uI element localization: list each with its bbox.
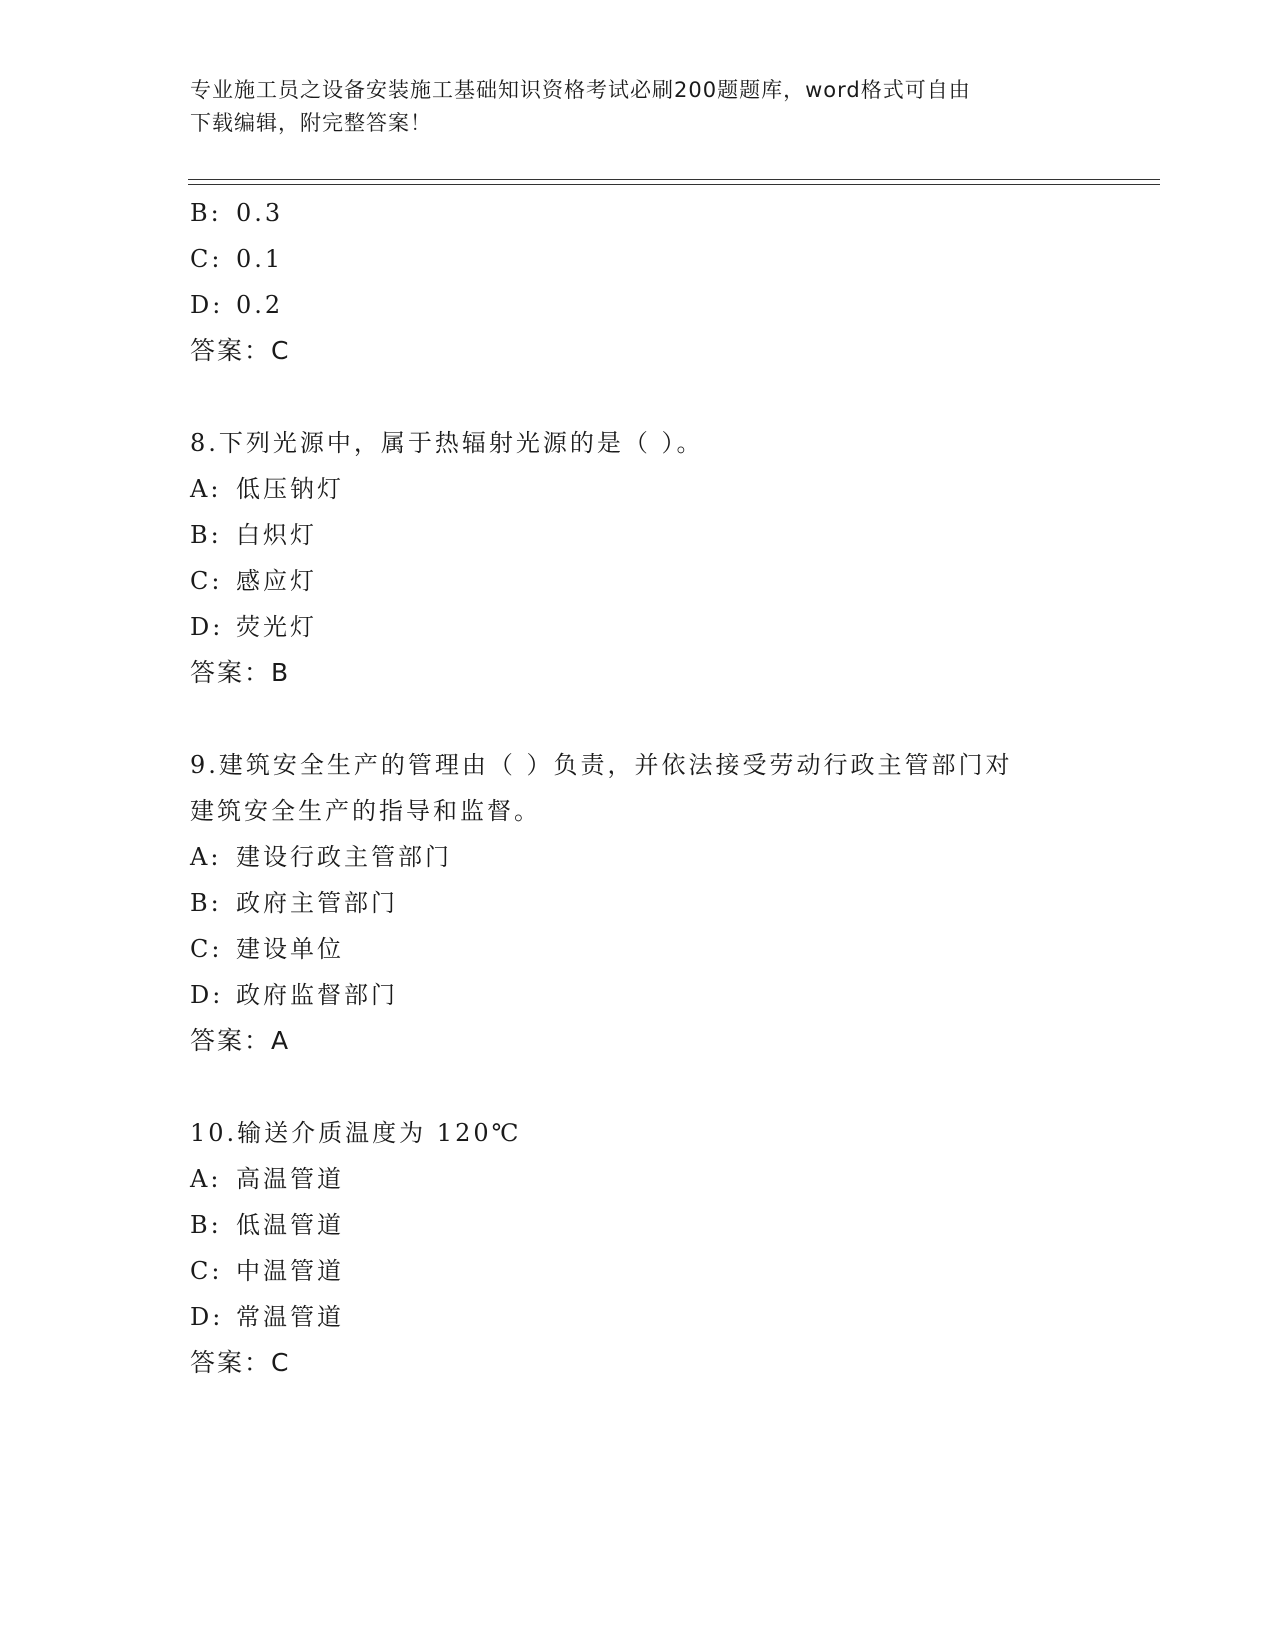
option-key: D: — [190, 613, 224, 641]
option-text: 0.2 — [236, 291, 284, 319]
option-text: 政府监督部门 — [236, 981, 398, 1009]
spacer — [190, 696, 1110, 742]
option-c — [190, 926, 1110, 972]
option-text: 低压钠灯 — [236, 475, 344, 503]
option-d — [190, 604, 1110, 650]
option-key: D: — [190, 291, 224, 319]
header-title-line-1: 专业施工员之设备安装施工基础知识资格考试必刷200题题库，word格式可自由 — [190, 78, 971, 102]
spacer — [190, 374, 1110, 420]
option-a — [190, 1156, 1110, 1202]
answer-line: 答案：A — [190, 1026, 291, 1055]
option-text: 政府主管部门 — [236, 889, 398, 917]
option-key: D: — [190, 981, 224, 1009]
answer-line: 答案：B — [190, 658, 291, 687]
option-key: B: — [190, 521, 222, 549]
question-content — [190, 190, 1110, 1386]
option-text: 0.1 — [236, 245, 284, 273]
option-a — [190, 466, 1110, 512]
option-text: 中温管道 — [236, 1257, 344, 1285]
option-text: 高温管道 — [236, 1165, 344, 1193]
question-8-block — [190, 420, 1110, 696]
question-stem-line-1: 9.建筑安全生产的管理由（ ）负责，并依法接受劳动行政主管部门对 — [190, 751, 1013, 779]
document-header — [190, 74, 1090, 140]
question-10-block — [190, 1110, 1110, 1386]
option-c — [190, 558, 1110, 604]
option-text: 感应灯 — [236, 567, 317, 595]
option-b — [190, 1202, 1110, 1248]
option-c — [190, 1248, 1110, 1294]
option-b — [190, 190, 1110, 236]
option-b — [190, 512, 1110, 558]
option-c — [190, 236, 1110, 282]
option-text: 建设单位 — [236, 935, 344, 963]
header-divider-bottom — [188, 184, 1160, 185]
option-key: C: — [190, 567, 223, 595]
question-stem: 8.下列光源中，属于热辐射光源的是（ ）。 — [190, 429, 704, 457]
option-a — [190, 834, 1110, 880]
question-9-block — [190, 742, 1110, 1064]
option-key: A: — [190, 475, 222, 503]
option-key: A: — [190, 1165, 222, 1193]
option-text: 0.3 — [236, 199, 284, 227]
spacer — [190, 1064, 1110, 1110]
question-stem: 10.输送介质温度为 120℃ — [190, 1119, 522, 1147]
option-d — [190, 282, 1110, 328]
option-d — [190, 1294, 1110, 1340]
option-key: D: — [190, 1303, 224, 1331]
option-text: 建设行政主管部门 — [236, 843, 452, 871]
option-key: B: — [190, 1211, 222, 1239]
option-text: 白炽灯 — [236, 521, 317, 549]
option-key: A: — [190, 843, 222, 871]
option-d — [190, 972, 1110, 1018]
question-stem-line-2: 建筑安全生产的指导和监督。 — [190, 797, 541, 825]
answer-line: 答案：C — [190, 336, 291, 365]
header-divider-top — [188, 179, 1160, 180]
option-b — [190, 880, 1110, 926]
prev-question-block — [190, 190, 1110, 374]
option-key: C: — [190, 245, 223, 273]
option-key: B: — [190, 199, 222, 227]
answer-line: 答案：C — [190, 1348, 291, 1377]
option-text: 常温管道 — [236, 1303, 344, 1331]
option-text: 荧光灯 — [236, 613, 317, 641]
option-key: C: — [190, 935, 223, 963]
option-key: B: — [190, 889, 222, 917]
option-key: C: — [190, 1257, 223, 1285]
option-text: 低温管道 — [236, 1211, 344, 1239]
header-title-line-2: 下载编辑，附完整答案！ — [190, 111, 432, 135]
